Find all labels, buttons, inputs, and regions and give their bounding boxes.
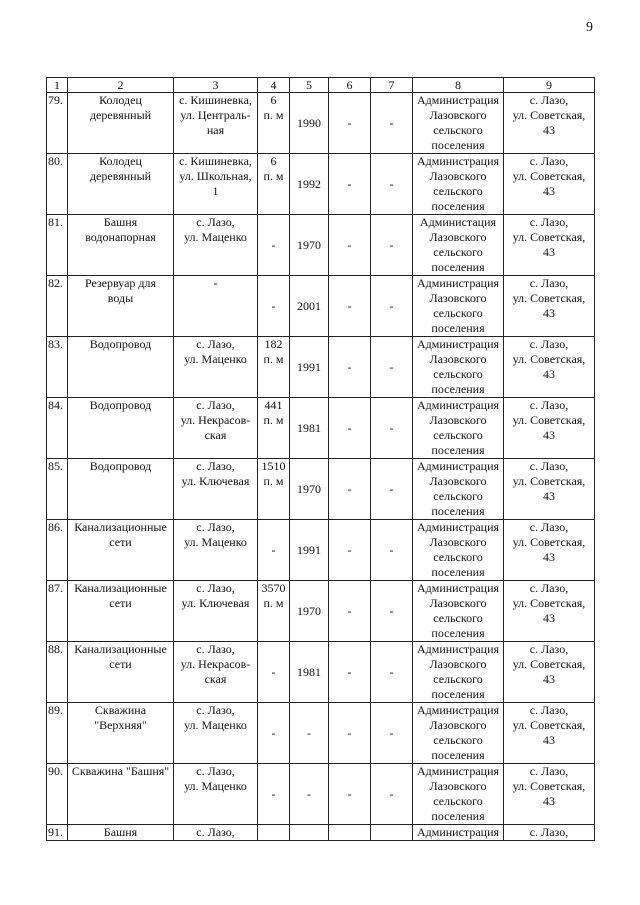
- object-location: с. Лазо, ул. Некрасов- ская: [174, 642, 258, 703]
- object-location: с. Лазо, ул. Ключевая: [174, 459, 258, 520]
- object-location: с. Лазо, ул. Маценко: [174, 337, 258, 398]
- object-location: с. Лазо, ул. Некрасов- ская: [174, 398, 258, 459]
- column-7-value: -: [371, 703, 413, 764]
- column-7-value: -: [371, 93, 413, 154]
- table-row: [47, 764, 595, 825]
- owner: Администрация Лазовского сельского поселения: [413, 703, 504, 764]
- commission-year: 1970: [290, 215, 329, 276]
- column-6-value: -: [329, 642, 371, 703]
- object-name: Колодец деревянный: [68, 93, 174, 154]
- column-header: 9: [504, 78, 595, 93]
- object-length: [258, 825, 290, 841]
- commission-year: -: [290, 703, 329, 764]
- object-location: с. Лазо, ул. Маценко: [174, 764, 258, 825]
- object-location: с. Лазо, ул. Ключевая: [174, 581, 258, 642]
- table-row: [47, 398, 595, 459]
- column-number-row: [47, 78, 595, 93]
- owner-address: с. Лазо, ул. Советская, 43: [504, 581, 595, 642]
- row-number: 80.: [47, 154, 68, 215]
- table-row: [47, 215, 595, 276]
- owner: Администрация Лазовского сельского поселения: [413, 642, 504, 703]
- object-location: -: [174, 276, 258, 337]
- object-length: 6 п. м: [258, 93, 290, 154]
- object-name: Скважина "Верхняя": [68, 703, 174, 764]
- owner: Администация Лазовского сельского поселения: [413, 215, 504, 276]
- column-7-value: [371, 825, 413, 841]
- object-length: 3570 п. м: [258, 581, 290, 642]
- owner: Администрация Лазовского сельского поселения: [413, 581, 504, 642]
- object-name: Башня водонапорная: [68, 215, 174, 276]
- object-name: Скважина "Башня": [68, 764, 174, 825]
- column-7-value: -: [371, 642, 413, 703]
- column-header: 1: [47, 78, 68, 93]
- commission-year: 1970: [290, 581, 329, 642]
- table-row: [47, 459, 595, 520]
- column-header: 5: [290, 78, 329, 93]
- row-number: 81.: [47, 215, 68, 276]
- row-number: 90.: [47, 764, 68, 825]
- column-header: 6: [329, 78, 371, 93]
- object-length: -: [258, 642, 290, 703]
- object-length: 182 п. м: [258, 337, 290, 398]
- column-6-value: [329, 825, 371, 841]
- commission-year: 1991: [290, 337, 329, 398]
- column-6-value: -: [329, 398, 371, 459]
- owner-address: с. Лазо, ул. Советская, 43: [504, 520, 595, 581]
- owner-address: с. Лазо, ул. Советская, 43: [504, 459, 595, 520]
- table-row: [47, 703, 595, 764]
- column-6-value: -: [329, 215, 371, 276]
- row-number: 82.: [47, 276, 68, 337]
- object-location: с. Кишиневка, ул. Школьная, 1: [174, 154, 258, 215]
- object-name: Водопровод: [68, 459, 174, 520]
- owner-address: с. Лазо, ул. Советская, 43: [504, 764, 595, 825]
- column-6-value: -: [329, 459, 371, 520]
- object-name: Водопровод: [68, 337, 174, 398]
- column-6-value: -: [329, 276, 371, 337]
- row-number: 84.: [47, 398, 68, 459]
- property-register-table: [46, 77, 595, 841]
- column-7-value: -: [371, 581, 413, 642]
- owner: Администрация Лазовского сельского поселения: [413, 459, 504, 520]
- column-header: 3: [174, 78, 258, 93]
- column-header: 8: [413, 78, 504, 93]
- column-7-value: -: [371, 154, 413, 215]
- object-length: -: [258, 215, 290, 276]
- commission-year: 1981: [290, 398, 329, 459]
- commission-year: 1992: [290, 154, 329, 215]
- table-row: [47, 581, 595, 642]
- object-name: Резервуар для воды: [68, 276, 174, 337]
- column-7-value: -: [371, 398, 413, 459]
- object-location: с. Кишиневка, ул. Централь- ная: [174, 93, 258, 154]
- object-location: с. Лазо,: [174, 825, 258, 841]
- owner-address: с. Лазо, ул. Советская, 43: [504, 93, 595, 154]
- commission-year: [290, 825, 329, 841]
- object-length: 6 п. м: [258, 154, 290, 215]
- row-number: 87.: [47, 581, 68, 642]
- object-name: Канализационные сети: [68, 520, 174, 581]
- row-number: 91.: [47, 825, 68, 841]
- commission-year: 1991: [290, 520, 329, 581]
- object-length: -: [258, 520, 290, 581]
- object-length: -: [258, 764, 290, 825]
- owner: Администрация Лазовского сельского поселения: [413, 337, 504, 398]
- owner-address: с. Лазо, ул. Советская, 43: [504, 337, 595, 398]
- object-location: с. Лазо, ул. Маценко: [174, 703, 258, 764]
- owner: Администрация Лазовского сельского поселения: [413, 764, 504, 825]
- owner: Администрация Лазовского сельского поселения: [413, 276, 504, 337]
- owner: Администрация Лазовского сельского поселения: [413, 398, 504, 459]
- row-number: 88.: [47, 642, 68, 703]
- owner-address: с. Лазо, ул. Советская, 43: [504, 215, 595, 276]
- owner: Администрация: [413, 825, 504, 841]
- column-7-value: -: [371, 520, 413, 581]
- commission-year: 2001: [290, 276, 329, 337]
- column-7-value: -: [371, 459, 413, 520]
- column-6-value: -: [329, 703, 371, 764]
- object-length: -: [258, 703, 290, 764]
- table-row: [47, 825, 595, 841]
- column-7-value: -: [371, 215, 413, 276]
- table-row: [47, 93, 595, 154]
- object-location: с. Лазо, ул. Маценко: [174, 215, 258, 276]
- table-row: [47, 276, 595, 337]
- owner: Администрация Лазовского сельского поселения: [413, 93, 504, 154]
- column-7-value: -: [371, 337, 413, 398]
- owner: Администрация Лазовского сельского поселения: [413, 154, 504, 215]
- object-length: 1510 п. м: [258, 459, 290, 520]
- object-name: Канализационные сети: [68, 581, 174, 642]
- commission-year: 1970: [290, 459, 329, 520]
- object-name: Канализационные сети: [68, 642, 174, 703]
- column-6-value: -: [329, 93, 371, 154]
- object-name: Колодец деревянный: [68, 154, 174, 215]
- commission-year: 1990: [290, 93, 329, 154]
- object-length: -: [258, 276, 290, 337]
- column-6-value: -: [329, 581, 371, 642]
- table-row: [47, 337, 595, 398]
- table-row: [47, 642, 595, 703]
- row-number: 83.: [47, 337, 68, 398]
- object-name: Башня: [68, 825, 174, 841]
- row-number: 85.: [47, 459, 68, 520]
- object-length: 441 п. м: [258, 398, 290, 459]
- owner-address: с. Лазо, ул. Советская, 43: [504, 642, 595, 703]
- owner-address: с. Лазо, ул. Советская, 43: [504, 154, 595, 215]
- column-6-value: -: [329, 337, 371, 398]
- column-6-value: -: [329, 520, 371, 581]
- owner: Администрация Лазовского сельского поселения: [413, 520, 504, 581]
- owner-address: с. Лазо, ул. Советская, 43: [504, 703, 595, 764]
- commission-year: 1981: [290, 642, 329, 703]
- table-row: [47, 520, 595, 581]
- owner-address: с. Лазо,: [504, 825, 595, 841]
- row-number: 89.: [47, 703, 68, 764]
- column-header: 7: [371, 78, 413, 93]
- object-name: Водопровод: [68, 398, 174, 459]
- object-location: с. Лазо, ул. Маценко: [174, 520, 258, 581]
- row-number: 86.: [47, 520, 68, 581]
- owner-address: с. Лазо, ул. Советская, 43: [504, 276, 595, 337]
- row-number: 79.: [47, 93, 68, 154]
- column-6-value: -: [329, 154, 371, 215]
- column-header: 2: [68, 78, 174, 93]
- column-6-value: -: [329, 764, 371, 825]
- commission-year: -: [290, 764, 329, 825]
- column-7-value: -: [371, 276, 413, 337]
- column-7-value: -: [371, 764, 413, 825]
- page-number: 9: [586, 20, 593, 35]
- table-row: [47, 154, 595, 215]
- owner-address: с. Лазо, ул. Советская, 43: [504, 398, 595, 459]
- column-header: 4: [258, 78, 290, 93]
